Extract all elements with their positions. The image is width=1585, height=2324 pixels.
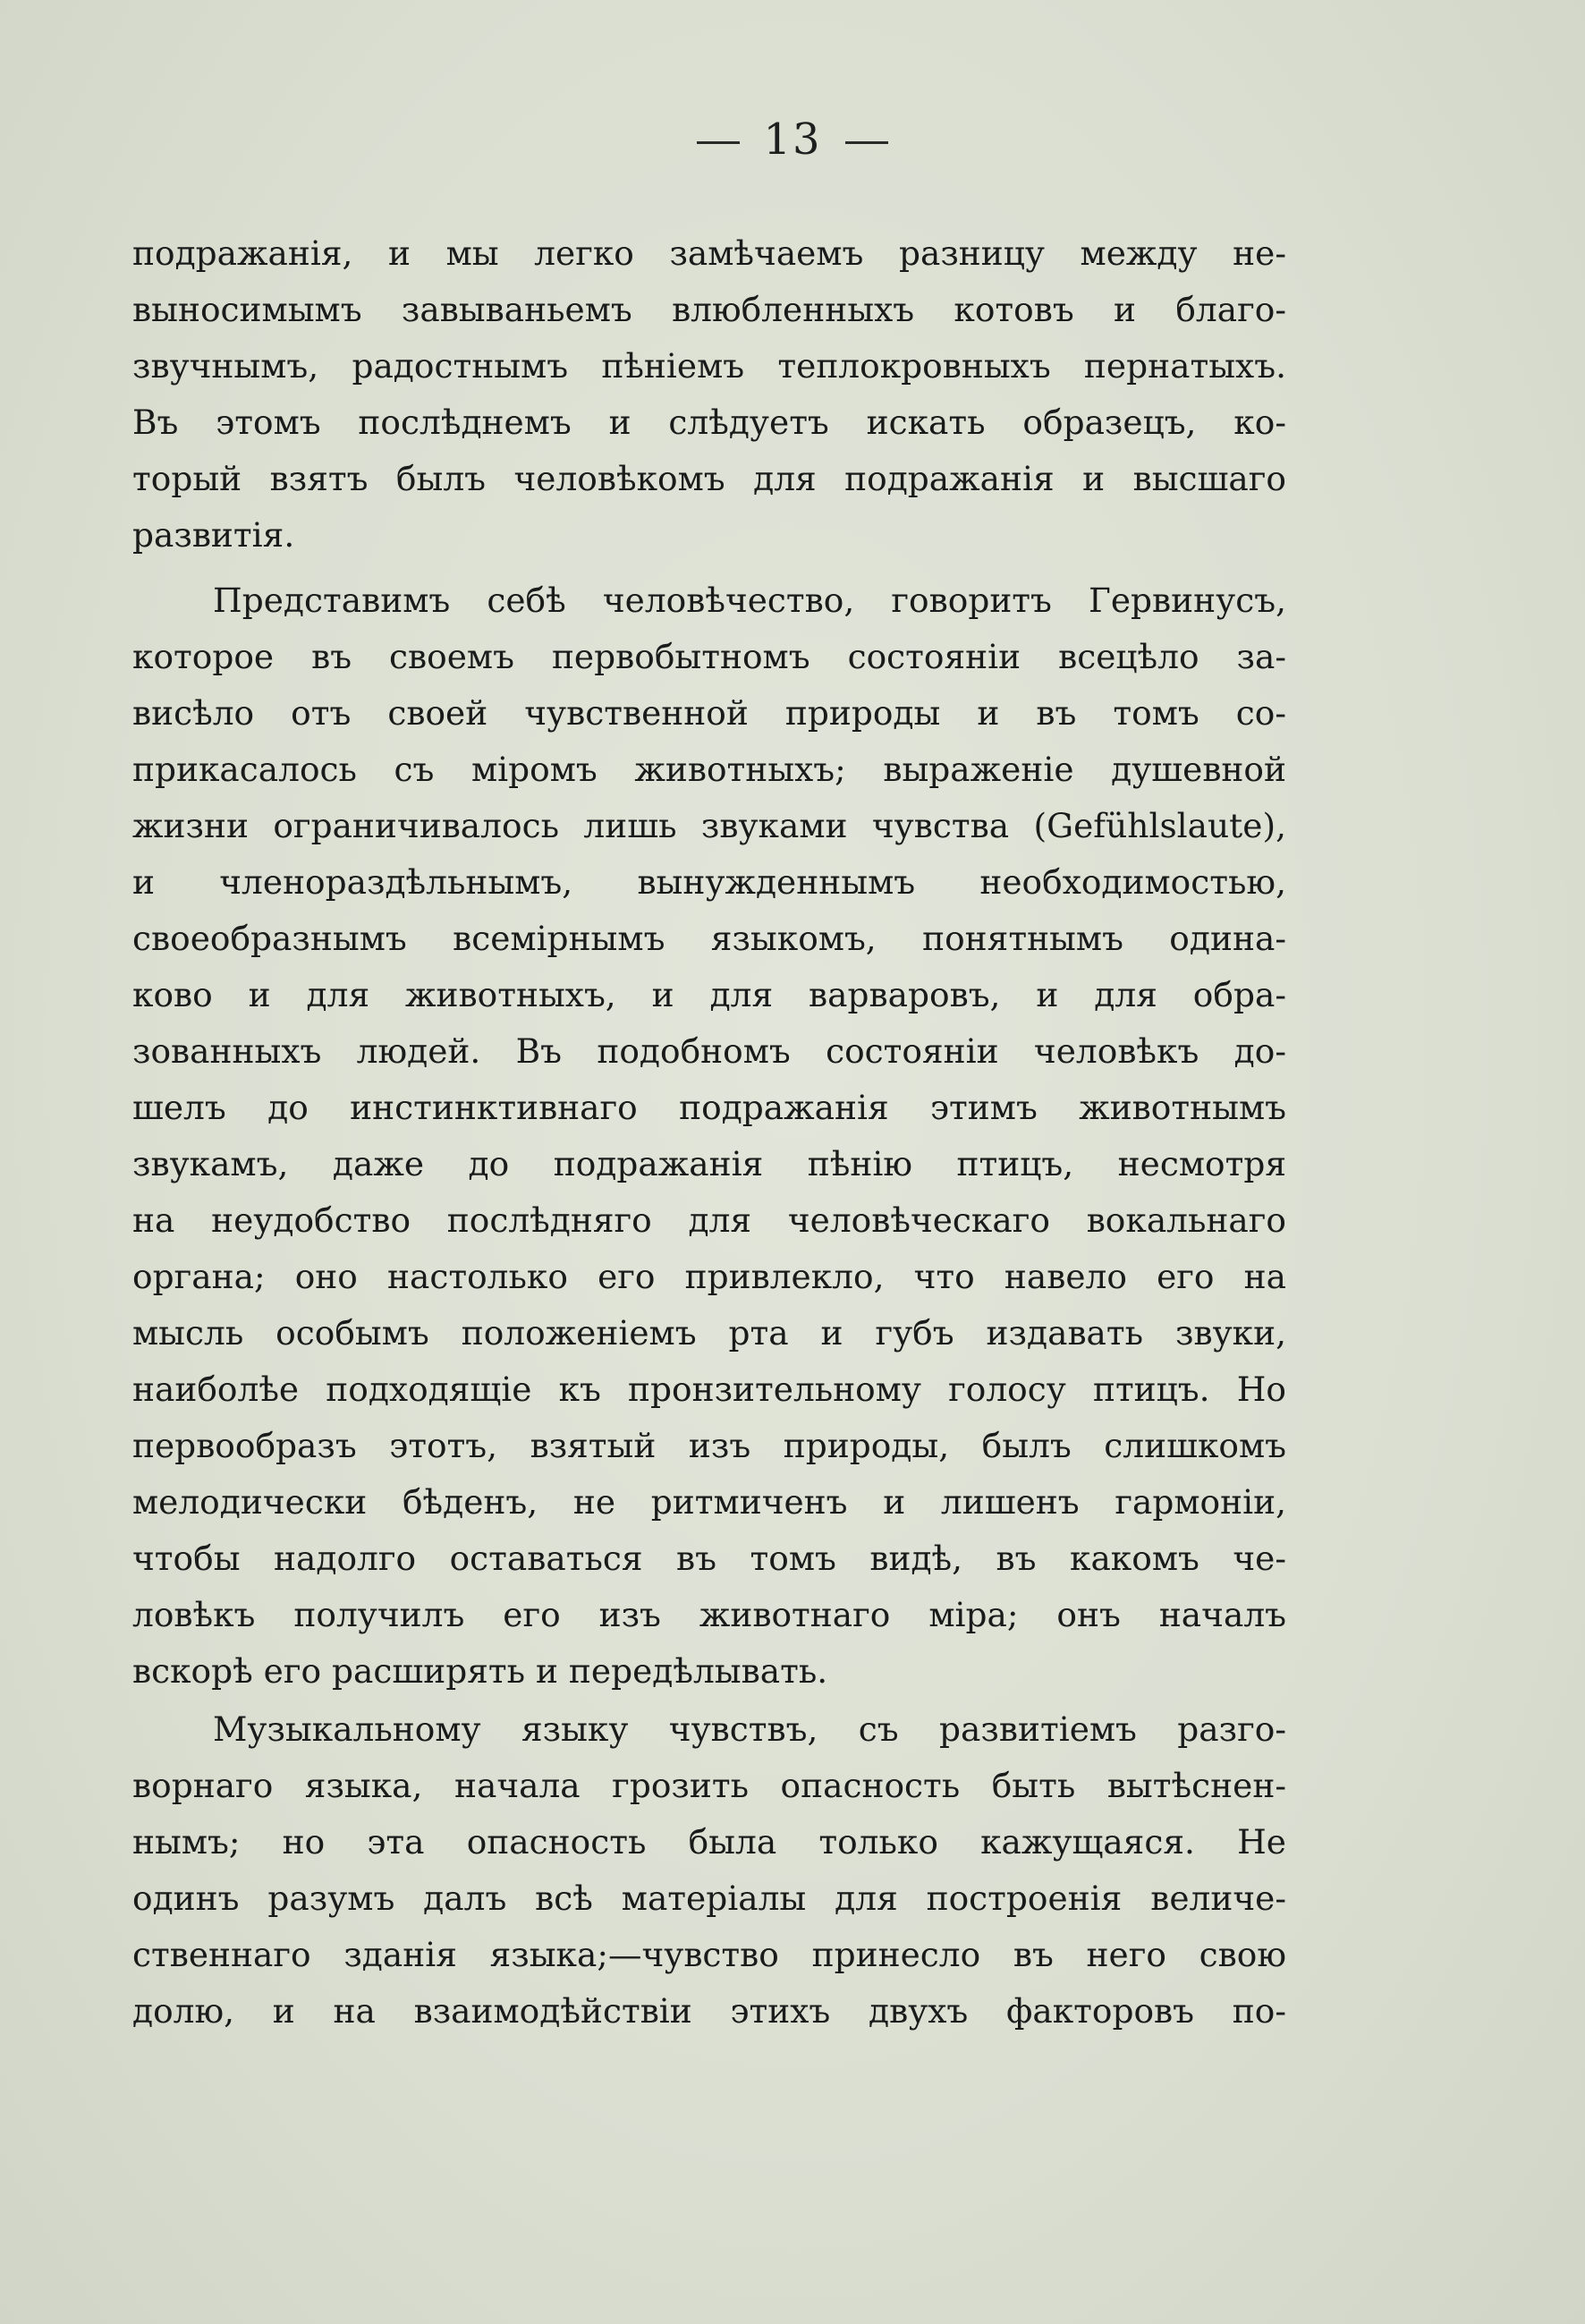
text-line: долю, и на взаимодѣйствіи этихъ двухъ факторовъ по- [132,1991,1286,2031]
text-line: Въ этомъ послѣднемъ и слѣдуетъ искать образецъ, ко- [132,403,1286,442]
text-line: Музыкальному языку чувствъ, съ развитіемъ разго- [213,1709,1286,1749]
paragraph-2 [132,573,1286,1700]
paragraph-3 [132,1701,1286,2040]
page-number-dash-left [697,141,740,144]
text-line: нымъ; но эта опасность была только кажущаяся. Не [132,1822,1286,1862]
text-line: чтобы надолго оставаться въ томъ видѣ, въ какомъ че- [132,1539,1286,1578]
text-line: ково и для животныхъ, и для варваровъ, и для обра- [132,975,1286,1014]
text-line: вскорѣ его расширять и передѣлывать. [132,1651,828,1691]
text-line: первообразъ этотъ, взятый изъ природы, былъ слишкомъ [132,1426,1286,1465]
text-line: торый взятъ былъ человѣкомъ для подражанія и высшаго [132,459,1286,498]
text-line: подражанія, и мы легко замѣчаемъ разницу между не- [132,233,1286,273]
text-line: Представимъ себѣ человѣчество, говоритъ Гервинусъ, [213,581,1286,620]
text-line: зованныхъ людей. Въ подобномъ состояніи человѣкъ до- [132,1031,1286,1071]
text-line: и членораздѣльнымъ, вынужденнымъ необходимостью, [132,862,1286,902]
text-line: ворнаго языка, начала грозить опасность быть вытѣснен- [132,1766,1286,1805]
text-line: мысль особымъ положеніемъ рта и губъ издавать звуки, [132,1313,1286,1353]
text-line: жизни ограничивалось лишь звуками чувства (Gefühlslaute), [132,806,1286,845]
text-line: на неудобство послѣдняго для человѣческаго вокальнаго [132,1200,1286,1240]
text-line: органа; оно настолько его привлекло, что навело его на [132,1257,1286,1296]
text-line: шелъ до инстинктивнаго подражанія этимъ животнымъ [132,1088,1286,1127]
page-number-value: 13 [763,115,822,165]
text-line: наиболѣе подходящіе къ пронзительному голосу птицъ. Но [132,1370,1286,1409]
text-line: которое въ своемъ первобытномъ состояніи всецѣло за- [132,637,1286,676]
text-line: развитія. [132,515,295,555]
text-line: выносимымъ завываньемъ влюбленныхъ котовъ и благо- [132,290,1286,329]
text-line: звучнымъ, радостнымъ пѣніемъ теплокровныхъ пернатыхъ. [132,346,1286,386]
text-line: мелодически бѣденъ, не ритмиченъ и лишенъ гармоніи, [132,1482,1286,1522]
text-line: висѣло отъ своей чувственной природы и въ томъ со- [132,693,1286,733]
text-line: ственнаго зданія языка;—чувство принесло въ него свою [132,1935,1286,1974]
text-line: ловѣкъ получилъ его изъ животнаго міра; онъ началъ [132,1595,1286,1634]
text-line: одинъ разумъ далъ всѣ матеріалы для построенія величе- [132,1879,1286,1918]
text-line: звукамъ, даже до подражанія пѣнію птицъ, несмотря [132,1144,1286,1183]
page-number [0,115,1585,165]
paragraph-1 [132,225,1286,564]
page-number-dash-right [845,141,888,144]
text-line: прикасалось съ міромъ животныхъ; выраженіе душевной [132,750,1286,789]
text-line: своеобразнымъ всемірнымъ языкомъ, понятнымъ одина- [132,919,1286,958]
